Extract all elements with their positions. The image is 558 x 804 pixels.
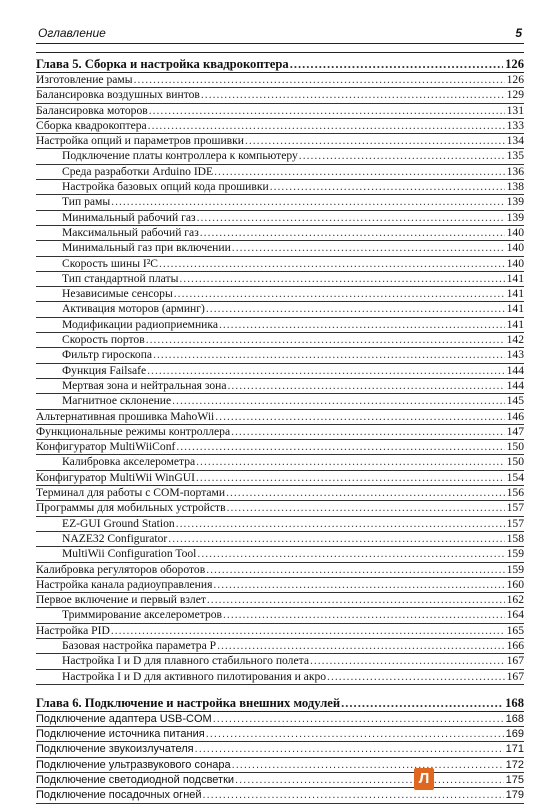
dot-leader (299, 149, 505, 163)
chapter-section (36, 695, 524, 804)
toc-entry-page: 162 (506, 593, 524, 607)
toc-entry-page: 126 (505, 57, 524, 71)
toc-entry-page: 141 (506, 302, 524, 316)
dot-leader (176, 517, 505, 531)
toc-entry-title: Тип стандартной платы (62, 271, 179, 285)
toc-entry-page: 150 (506, 440, 524, 454)
publisher-logo: Л (414, 768, 434, 790)
toc-entry-page: 166 (506, 638, 524, 652)
toc-entry[interactable] (36, 119, 524, 134)
toc-entry-page: 167 (506, 669, 524, 683)
dot-leader (206, 302, 505, 316)
toc-entry-title: Базовая настройка параметра P (62, 638, 217, 652)
toc-entry-page: 134 (506, 134, 524, 148)
toc-entry-title: Калибровка акселерометра (62, 455, 196, 469)
dot-leader (174, 287, 505, 301)
dot-leader (206, 727, 504, 741)
dot-leader (153, 348, 505, 362)
toc-entry[interactable] (36, 563, 524, 578)
dot-leader (159, 257, 505, 271)
toc-entry-title: Изготовление рамы (36, 73, 133, 86)
toc-entry[interactable] (36, 532, 524, 547)
toc-entry-title: Настройка PID (36, 623, 110, 637)
toc-entry-title: Первое включение и первый взлет (36, 593, 206, 607)
toc-entry-page: 136 (506, 164, 524, 178)
toc-entry-title: Программы для мобильных устройств (36, 501, 226, 515)
toc-entry[interactable] (36, 654, 524, 669)
toc-entry-page: 126 (506, 73, 524, 86)
dot-leader (231, 425, 505, 439)
dot-leader (215, 410, 504, 424)
dot-leader (200, 226, 505, 240)
toc-entry-page: 157 (506, 501, 524, 515)
toc-entry[interactable] (36, 134, 524, 149)
toc-entry[interactable] (36, 758, 524, 773)
running-head-title: Оглавление (38, 26, 106, 40)
toc-entry[interactable] (36, 578, 524, 593)
dot-leader (196, 471, 505, 485)
dot-leader (223, 608, 505, 622)
toc-entry[interactable] (36, 333, 524, 348)
toc-entry[interactable] (36, 425, 524, 440)
toc-entry-page: 143 (506, 348, 524, 362)
toc-entry-title: Минимальный рабочий газ (62, 210, 196, 224)
toc-entry-title: Конфигуратор MultiWiiConf (36, 440, 176, 454)
toc-entry-page: 141 (506, 287, 524, 301)
toc-entry-page: 158 (506, 531, 524, 545)
dot-leader (111, 624, 505, 638)
toc-entry[interactable] (36, 712, 524, 727)
table-of-contents (36, 52, 524, 804)
toc-entry-page: 141 (506, 317, 524, 331)
toc-entry-page: 172 (505, 758, 524, 771)
toc-entry[interactable] (36, 394, 524, 409)
dot-leader (226, 486, 505, 500)
toc-entry-title: Терминал для работы с COM-портами (36, 486, 226, 500)
dot-leader (207, 593, 505, 607)
toc-entry[interactable] (36, 302, 524, 317)
toc-entry-page: 138 (506, 180, 524, 194)
toc-entry-page: 167 (506, 654, 524, 668)
toc-entry-page: 141 (506, 271, 524, 285)
toc-entry-page: 140 (506, 225, 524, 239)
dot-leader (176, 440, 504, 454)
toc-entry[interactable] (36, 104, 524, 119)
toc-entry-page: 159 (506, 547, 524, 561)
dot-leader (270, 180, 505, 194)
toc-entry[interactable] (36, 727, 524, 742)
toc-entry-page: 159 (506, 562, 524, 576)
dot-leader (232, 758, 504, 772)
toc-entry-page: 175 (505, 774, 524, 787)
toc-entry-title: Функциональные режимы контроллера (36, 424, 231, 438)
toc-entry[interactable] (36, 547, 524, 562)
toc-entry[interactable] (36, 211, 524, 226)
toc-entry[interactable] (36, 165, 524, 180)
toc-entry-title: NAZE32 Configurator (62, 531, 168, 545)
dot-leader (341, 695, 503, 711)
toc-entry-page: 165 (506, 623, 524, 637)
toc-entry-title: Подключение светодиодной подсветки (36, 774, 235, 787)
toc-entry-title: Функция Failsafe (62, 363, 147, 377)
toc-entry-title: Настройка базовых опций кода прошивки (62, 180, 269, 194)
dot-leader (213, 578, 504, 592)
toc-entry-title: Подключение ультразвукового сонара (36, 758, 231, 771)
toc-entry-page: 147 (506, 424, 524, 438)
dot-leader (214, 165, 504, 179)
toc-entry[interactable] (36, 471, 524, 486)
toc-entry[interactable] (36, 624, 524, 639)
toc-entry[interactable] (36, 742, 524, 757)
toc-entry-title: Глава 5. Сборка и настройка квадрокоптера (36, 57, 289, 71)
dot-leader (179, 272, 504, 286)
toc-entry-page: 145 (506, 394, 524, 408)
toc-entry[interactable] (36, 788, 524, 803)
dot-leader (217, 639, 505, 653)
toc-entry-title: Подключение источника питания (36, 728, 205, 741)
toc-page (36, 26, 524, 804)
dot-leader (147, 364, 504, 378)
toc-entry-title: Магнитное склонение (62, 394, 172, 408)
toc-entry-page: 142 (506, 333, 524, 347)
toc-entry-title: Подключение платы контроллера к компьютеру (62, 149, 298, 163)
toc-entry-title: Триммирование акселерометров (62, 608, 223, 622)
toc-entry-title: Среда разработки Arduino IDE (62, 164, 214, 178)
toc-entry-page: 156 (506, 486, 524, 500)
dot-leader (219, 318, 505, 332)
toc-entry-page: 160 (506, 577, 524, 591)
dot-leader (235, 773, 504, 787)
toc-entry-title: Тип рамы (62, 195, 111, 209)
toc-entry-page: 139 (506, 195, 524, 209)
toc-entry[interactable] (36, 410, 524, 425)
toc-entry-page: 171 (505, 743, 524, 756)
toc-entry-page: 139 (506, 210, 524, 224)
dot-leader (134, 73, 505, 87)
toc-entry-page: 164 (506, 608, 524, 622)
toc-entry-title: Активация моторов (арминг) (62, 302, 205, 316)
toc-entry-page: 144 (506, 378, 524, 392)
toc-entry-title: Настройка I и D для активного пилотирования и акро (62, 669, 327, 683)
dot-leader (111, 195, 504, 209)
chapter-heading[interactable] (36, 56, 524, 73)
toc-entry-title: Независимые сенсоры (62, 287, 173, 301)
toc-entry-page: 179 (505, 789, 524, 802)
toc-entry-title: Сборка квадрокоптера (36, 118, 147, 132)
toc-entry-title: Настройка I и D для плавного стабильного полета (62, 654, 309, 668)
dot-leader (197, 547, 504, 561)
toc-entry-page: 144 (506, 363, 524, 377)
toc-entry[interactable] (36, 241, 524, 256)
dot-leader (196, 455, 504, 469)
toc-entry-page: 133 (506, 118, 524, 132)
toc-entry[interactable] (36, 226, 524, 241)
toc-entry[interactable] (36, 348, 524, 363)
toc-entry-page: 150 (506, 455, 524, 469)
toc-entry-title: Подключение звукоизлучателя (36, 743, 194, 756)
toc-entry-title: Глава 6. Подключение и настройка внешних модулей (36, 695, 341, 710)
toc-entry-title: Максимальный рабочий газ (62, 225, 199, 239)
dot-leader (146, 333, 505, 347)
toc-entry-page: 135 (506, 149, 524, 163)
toc-entry-title: Подключение адаптера USB-COM (36, 712, 212, 725)
toc-entry[interactable] (36, 257, 524, 272)
toc-entry-title: Конфигуратор MultiWii WinGUI (36, 470, 195, 484)
toc-entry-title: Балансировка моторов (36, 103, 148, 117)
toc-entry[interactable] (36, 773, 524, 788)
toc-entry[interactable] (36, 318, 524, 333)
toc-entry-page: 140 (506, 241, 524, 255)
toc-entry[interactable] (36, 440, 524, 455)
dot-leader (213, 712, 504, 726)
toc-entry-title: Мертвая зона и нейтральная зона (62, 378, 227, 392)
dot-leader (232, 241, 505, 255)
toc-entry[interactable] (36, 180, 524, 195)
toc-entry-title: Фильтр гироскопа (62, 348, 153, 362)
toc-entry[interactable] (36, 88, 524, 103)
toc-entry[interactable] (36, 608, 524, 623)
toc-entry[interactable] (36, 593, 524, 608)
toc-entry-page: 169 (505, 728, 524, 741)
dot-leader (149, 104, 505, 118)
toc-entry[interactable] (36, 501, 524, 516)
toc-entry-title: Балансировка воздушных винтов (36, 88, 200, 102)
toc-entry-title: Калибровка регуляторов оборотов (36, 562, 206, 576)
toc-entry-title: Скорость портов (62, 333, 145, 347)
toc-entry[interactable] (36, 364, 524, 379)
toc-entry[interactable] (36, 379, 524, 394)
dot-leader (197, 211, 505, 225)
dot-leader (227, 501, 505, 515)
toc-entry[interactable] (36, 639, 524, 654)
toc-entry[interactable] (36, 149, 524, 164)
toc-entry-page: 154 (506, 470, 524, 484)
dot-leader (228, 379, 505, 393)
toc-entry-title: Настройка канала радиоуправления (36, 577, 213, 591)
toc-entry-page: 146 (506, 409, 524, 423)
dot-leader (206, 563, 504, 577)
toc-entry[interactable] (36, 73, 524, 88)
page-number: 5 (515, 26, 522, 40)
dot-leader (195, 742, 504, 756)
toc-entry-page: 168 (505, 712, 524, 725)
toc-entry-title: MultiWii Configuration Tool (62, 547, 197, 561)
dot-leader (310, 654, 505, 668)
toc-entry-title: Настройка опций и параметров прошивки (36, 134, 244, 148)
dot-leader (290, 56, 503, 72)
dot-leader (148, 119, 505, 133)
dot-leader (168, 532, 504, 546)
toc-entry-page: 129 (506, 88, 524, 102)
dot-leader (327, 670, 505, 684)
toc-entry-title: Подключение посадочных огней (36, 789, 202, 802)
toc-entry[interactable] (36, 670, 524, 685)
toc-entry[interactable] (36, 287, 524, 302)
dot-leader (245, 134, 505, 148)
chapter-heading[interactable] (36, 695, 524, 712)
toc-entry[interactable] (36, 517, 524, 532)
toc-entry-title: EZ-GUI Ground Station (62, 516, 175, 530)
toc-entry-title: Скорость шины I²C (62, 256, 158, 270)
toc-entry[interactable] (36, 486, 524, 501)
running-head (36, 26, 524, 44)
dot-leader (172, 394, 504, 408)
toc-entry-page: 131 (506, 103, 524, 117)
toc-entry-page: 140 (506, 256, 524, 270)
toc-entry-title: Модификации радиоприемника (62, 317, 218, 331)
toc-entry[interactable] (36, 195, 524, 210)
dot-leader (203, 788, 504, 802)
toc-entry-page: 157 (506, 516, 524, 530)
toc-entry[interactable] (36, 455, 524, 470)
chapter-section (36, 56, 524, 685)
toc-entry-title: Минимальный газ при включении (62, 241, 231, 255)
toc-entry-page: 168 (505, 695, 524, 710)
dot-leader (201, 88, 505, 102)
toc-entry[interactable] (36, 272, 524, 287)
toc-entry-title: Альтернативная прошивка MahoWii (36, 409, 215, 423)
